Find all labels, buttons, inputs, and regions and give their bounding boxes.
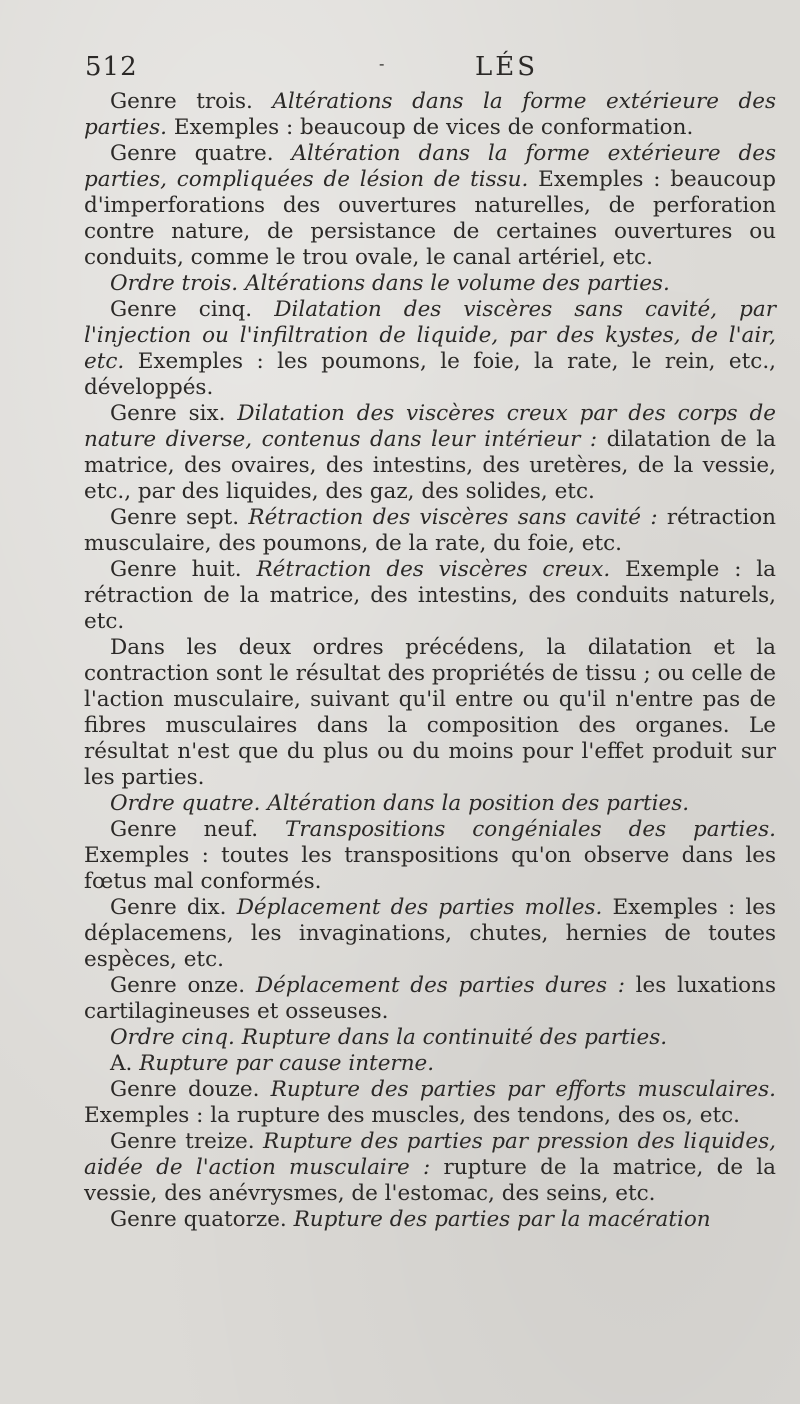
genre-label: Genre six.	[110, 401, 226, 426]
paragraph-text: Exemple : la rétraction de la matrice, des intestins, des conduits naturels, etc.	[84, 557, 776, 634]
genre-label: Genre dix.	[110, 895, 227, 920]
genre-title: Rupture des parties par efforts musculaires.	[270, 1077, 776, 1102]
genre-label: Genre cinq.	[110, 297, 253, 322]
genre-label: Genre treize.	[110, 1129, 255, 1154]
paragraph-text: rétraction musculaire, des poumons, de la rate, du foie, etc.	[84, 505, 776, 556]
paragraph-text: rupture de la matrice, de la vessie, des anévrysmes, de l'estomac, des seins, etc.	[84, 1155, 776, 1206]
header-mark: -	[379, 54, 385, 73]
genre-title: Rétraction des viscères sans cavité :	[248, 505, 658, 530]
paragraph-text: Exemples : les déplacemens, les invaginations, chutes, hernies de toutes espèces, etc.	[84, 895, 776, 972]
paragraph-text: Exemples : la rupture des muscles, des tendons, des os, etc.	[84, 1103, 741, 1128]
genre-title: Dilatation des viscères creux par des corps de nature diverse, contenus dans leur intérieur :	[84, 401, 777, 452]
genre-title: Déplacement des parties dures :	[255, 973, 625, 998]
genre-label: Genre huit.	[110, 557, 242, 582]
order-heading: Ordre trois. Altérations dans le volume des parties.	[110, 271, 670, 296]
genre-title: Rupture par cause interne.	[139, 1051, 435, 1076]
paragraph: Dans les deux ordres précédens, la dilatation et la contraction sont le résultat des propriétés de tissu ; ou celle de l'action musculaire, suivant qu'il entre ou qu'il n'entre pas de fibres musculaires dans la composition des organes. Le résultat n'est que du plus ou du moins pour l'effet produit sur les parties.	[84, 635, 776, 790]
paragraph	[84, 1207, 776, 1233]
paragraph	[84, 1129, 776, 1207]
genre-label: Genre trois.	[110, 89, 253, 114]
paragraph-text: Exemples : les poumons, le foie, la rate, le rein, etc., développés.	[84, 349, 776, 400]
paragraph	[84, 141, 776, 271]
genre-title: Déplacement des parties molles.	[236, 895, 603, 920]
paragraph-text: Exemples : toutes les transpositions qu'on observe dans les fœtus mal conformés.	[84, 843, 776, 894]
paragraph-text: Exemples : beaucoup d'imperforations des ouvertures naturelles, de perforation contre nature, de persistance de certaines ouvertures ou conduits, comme le trou ovale, le canal artériel, etc.	[84, 167, 776, 270]
order-heading: Ordre quatre. Altération dans la position des parties.	[110, 791, 690, 816]
paragraph	[84, 297, 776, 401]
genre-title: Dilatation des viscères sans cavité, par l'injection ou l'infiltration de liquide, par des kystes, de l'air, etc.	[84, 297, 776, 374]
genre-label: A.	[110, 1051, 133, 1076]
paragraph	[84, 557, 776, 635]
paragraph-text: les luxations cartilagineuses et osseuses.	[84, 973, 776, 1024]
genre-title: Altération dans la forme extérieure des parties, compliquées de lésion de tissu.	[84, 141, 776, 192]
genre-title: Rupture des parties par la macération	[293, 1207, 711, 1232]
paragraph	[84, 505, 776, 557]
paragraph	[84, 973, 776, 1025]
paragraph	[84, 1077, 776, 1129]
genre-label: Genre sept.	[110, 505, 240, 530]
genre-label: Genre quatorze.	[110, 1207, 287, 1232]
order-heading: Ordre cinq. Rupture dans la continuité des parties.	[110, 1025, 668, 1050]
paragraph	[84, 817, 776, 895]
paragraph	[84, 89, 776, 141]
genre-label: Genre douze.	[110, 1077, 260, 1102]
genre-label: Genre neuf.	[110, 817, 259, 842]
paragraph-text: Exemples : beaucoup de vices de conformation.	[173, 115, 694, 140]
genre-title: Rétraction des viscères creux.	[256, 557, 611, 582]
paragraph	[84, 895, 776, 973]
genre-label: Genre quatre.	[110, 141, 274, 166]
page-number: 512	[85, 52, 138, 82]
genre-title: Altérations dans la forme extérieure des parties.	[84, 89, 777, 140]
paragraph	[84, 401, 776, 505]
running-head: LÉS	[475, 52, 539, 82]
paragraph	[84, 1051, 776, 1077]
body-text	[84, 89, 776, 1233]
genre-title: Rupture des parties par pression des liquides, aidée de l'action musculaire :	[84, 1129, 776, 1180]
genre-title: Transpositions congéniales des parties.	[285, 817, 776, 842]
paragraph-text: dilatation de la matrice, des ovaires, des intestins, des uretères, de la vessie, etc., par des liquides, des gaz, des solides, etc.	[84, 427, 776, 504]
genre-label: Genre onze.	[110, 973, 246, 998]
page-header	[85, 52, 775, 84]
